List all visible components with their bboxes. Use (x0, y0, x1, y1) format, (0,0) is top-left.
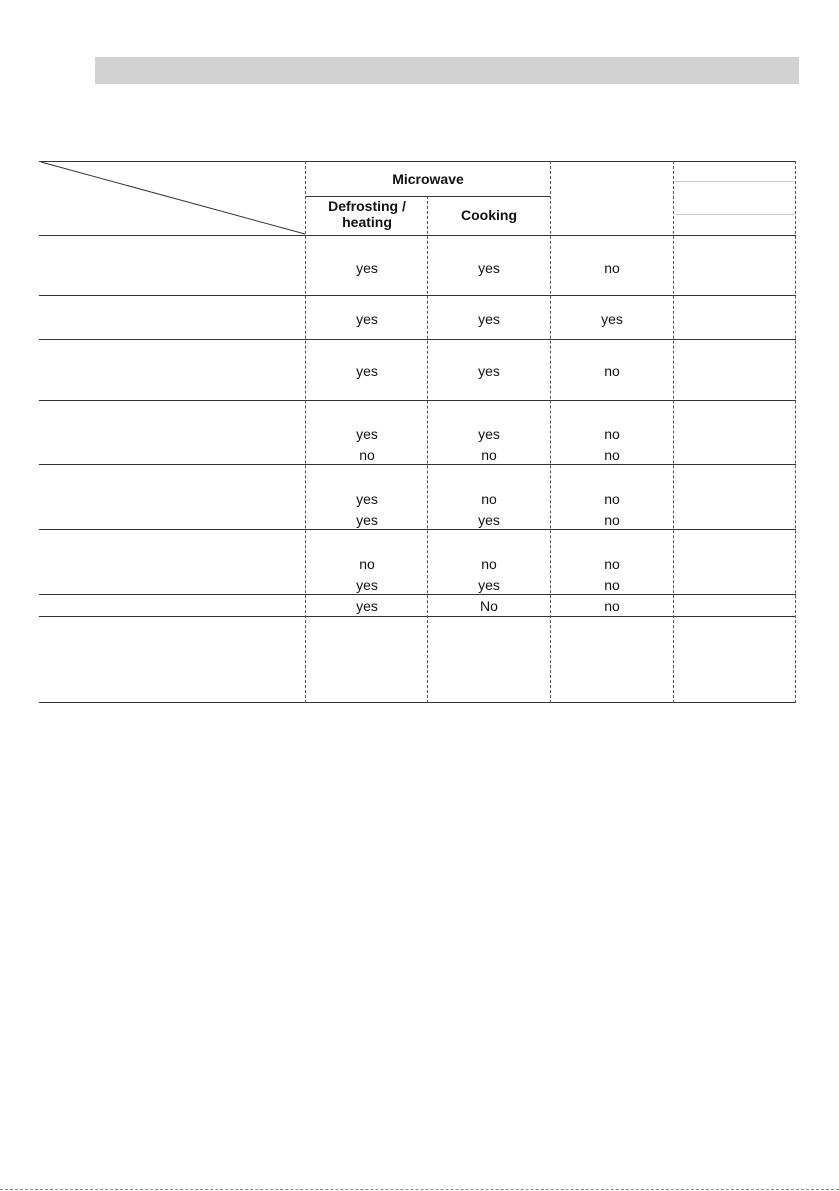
table-cell-value: no (359, 556, 375, 572)
column-divider (305, 161, 306, 703)
column-divider (427, 196, 428, 703)
table-cell-value: no (604, 512, 620, 528)
corner-diagonal-line (39, 161, 307, 237)
table-cell-value: no (604, 491, 620, 507)
table-cell-value: yes (478, 512, 500, 528)
table-cell-value: yes (478, 363, 500, 379)
table-cell-value: yes (601, 311, 623, 327)
row-rule (39, 616, 796, 617)
table-cell-value: no (604, 447, 620, 463)
row-rule (39, 594, 796, 595)
table-cell-value: no (481, 556, 497, 572)
table-cell-value: no (604, 556, 620, 572)
table-cell-value: no (359, 447, 375, 463)
row-rule (39, 339, 796, 340)
table-right-edge (795, 161, 796, 703)
defrosting-heating-header: Defrosting / heating (328, 198, 406, 230)
section-title-bar (95, 57, 799, 84)
microwave-group-header: Microwave (392, 171, 464, 187)
table-cell-value: yes (356, 363, 378, 379)
table-cell-value: no (604, 577, 620, 593)
table-cell-value: no (604, 260, 620, 276)
header-shading-line (675, 181, 795, 182)
row-rule (39, 529, 796, 530)
row-rule (39, 400, 796, 401)
table-cell-value: yes (478, 311, 500, 327)
table-cell-value: yes (356, 260, 378, 276)
table-cell-value: yes (478, 426, 500, 442)
header-shading-line (675, 214, 795, 215)
microwave-group-rule (306, 196, 550, 197)
column-divider (673, 161, 674, 703)
table-cell-value: no (604, 426, 620, 442)
table-cell-value: yes (356, 426, 378, 442)
table-cell-value: no (481, 491, 497, 507)
table-cell-value: yes (478, 577, 500, 593)
table-cell-value: no (481, 447, 497, 463)
column-divider (550, 161, 551, 703)
table-cell-value: yes (356, 491, 378, 507)
cooking-header: Cooking (461, 207, 517, 223)
table-cell-value: yes (356, 512, 378, 528)
table-cell-value: no (604, 363, 620, 379)
table-cell-value: yes (356, 311, 378, 327)
table-cell-value: yes (478, 260, 500, 276)
table-bottom-rule (39, 702, 796, 703)
table-cell-value: no (604, 598, 620, 614)
page-bottom-rule (0, 1189, 839, 1190)
row-rule (39, 295, 796, 296)
table-cell-value: No (480, 598, 498, 614)
row-rule (39, 464, 796, 465)
table-cell-value: yes (356, 577, 378, 593)
cookware-suitability-table (39, 161, 796, 703)
table-cell-value: yes (356, 598, 378, 614)
